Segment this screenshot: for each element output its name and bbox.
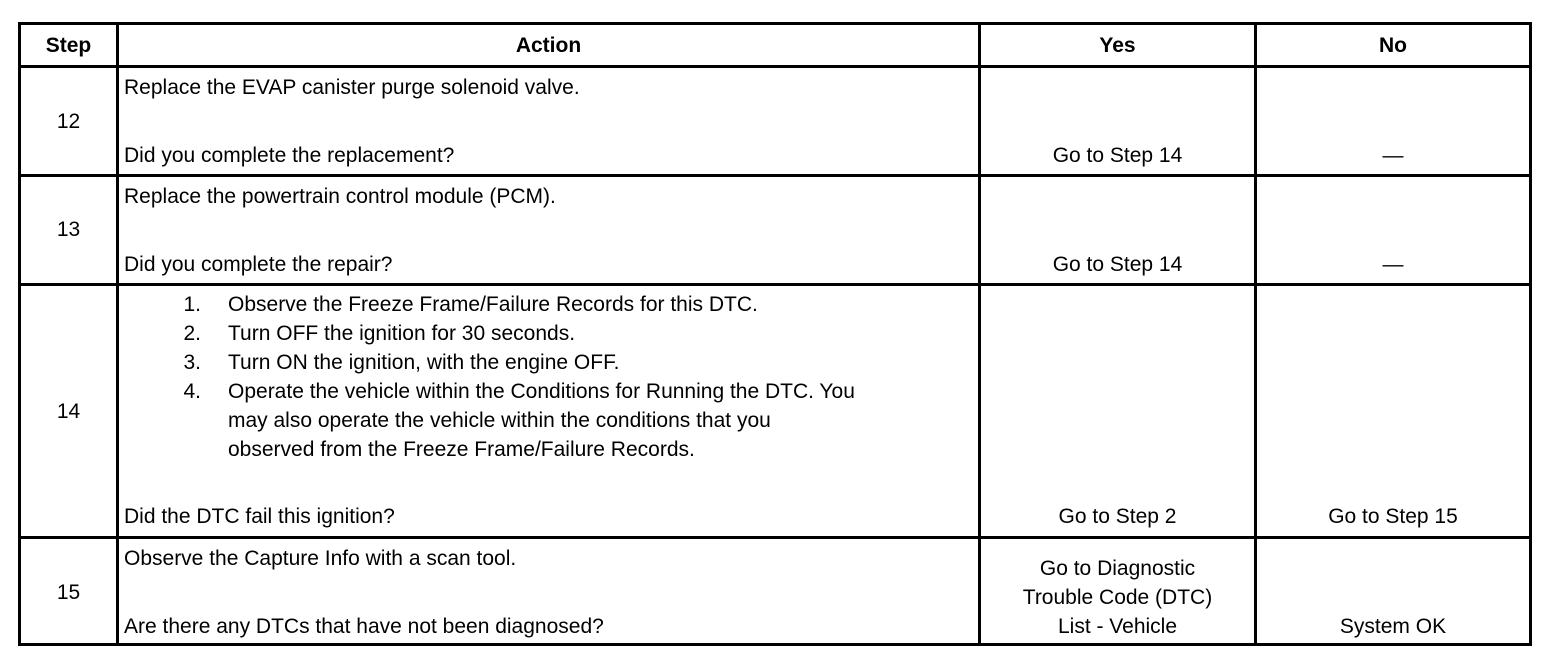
yes-result: Go to Step 14 (1052, 144, 1183, 167)
no-result: — (1382, 144, 1404, 167)
row-divider (21, 65, 1529, 68)
procedure-list (124, 290, 974, 470)
list-item (124, 348, 974, 377)
list-item-continuation (124, 435, 974, 464)
action-text: Replace the EVAP canister purge solenoid valve. (124, 76, 580, 99)
action-question: Did the DTC fail this ignition? (124, 505, 395, 528)
header-yes: Yes (1099, 34, 1136, 57)
action-question: Are there any DTCs that have not been diagnosed? (124, 615, 604, 638)
row-divider (21, 174, 1529, 177)
header-step: Step (45, 34, 92, 57)
yes-result-line: Trouble Code (DTC) (1022, 586, 1213, 609)
step-number: 14 (56, 400, 81, 423)
action-text: Replace the powertrain control module (PCM). (124, 185, 556, 208)
list-item (124, 319, 974, 348)
no-result: — (1382, 253, 1404, 276)
list-item (124, 290, 974, 319)
row-divider (21, 283, 1529, 286)
list-number: 2. (183, 322, 201, 345)
header-action: Action (515, 34, 582, 57)
action-question: Did you complete the repair? (124, 253, 393, 276)
list-text: Observe the Freeze Frame/Failure Records for this DTC. (228, 293, 758, 316)
yes-result-line: List - Vehicle (1057, 615, 1178, 638)
list-number: 3. (183, 351, 201, 374)
list-text: Turn OFF the ignition for 30 seconds. (228, 322, 576, 345)
yes-result: Go to Step 14 (1052, 253, 1183, 276)
list-item (124, 377, 974, 406)
list-number: 4. (183, 380, 201, 403)
column-divider (1254, 25, 1257, 643)
list-text: observed from the Freeze Frame/Failure Records. (228, 438, 695, 461)
column-divider (978, 25, 981, 643)
header-no: No (1379, 34, 1407, 57)
list-text: may also operate the vehicle within the conditions that you (228, 409, 771, 432)
yes-result: Go to Step 2 (1058, 505, 1177, 528)
yes-result-line: Go to Diagnostic (1039, 557, 1196, 580)
step-number: 15 (56, 581, 81, 604)
diagnostic-table (18, 22, 1532, 646)
list-item-continuation (124, 406, 974, 435)
no-result: System OK (1339, 615, 1447, 638)
list-number: 1. (183, 293, 201, 316)
step-number: 13 (56, 218, 81, 241)
row-divider (21, 536, 1529, 539)
step-number: 12 (56, 110, 81, 133)
action-question: Did you complete the replacement? (124, 144, 455, 167)
action-text: Observe the Capture Info with a scan tool. (124, 547, 517, 570)
no-result: Go to Step 15 (1328, 505, 1458, 528)
column-divider (116, 25, 119, 643)
list-text: Operate the vehicle within the Conditions for Running the DTC. You (228, 380, 855, 403)
list-text: Turn ON the ignition, with the engine OFF. (228, 351, 620, 374)
